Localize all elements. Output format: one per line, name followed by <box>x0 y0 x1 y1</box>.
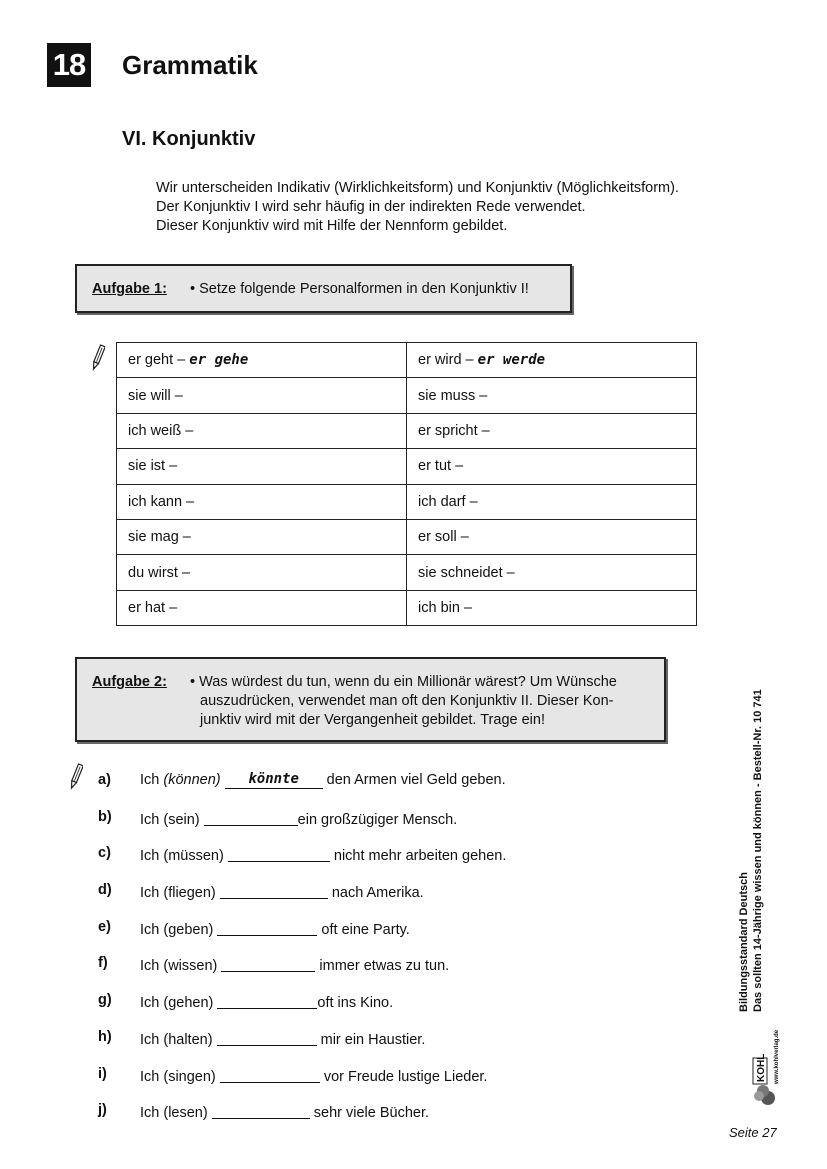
instruction-line: • Was würdest du tun, wenn du ein Millionär wärest? Um Wünsche <box>190 674 617 690</box>
answer-blank[interactable] <box>204 809 298 826</box>
item-suffix: mir ein Haustier. <box>320 1031 426 1048</box>
intro-line: Der Konjunktiv I wird sehr häufig in der indirekten Rede verwendet. <box>156 199 586 215</box>
list-item <box>98 770 658 807</box>
list-item <box>98 880 658 917</box>
item-prefix: Ich <box>140 1031 160 1048</box>
intro-line: Dieser Konjunktiv wird mit Hilfe der Nennform gebildet. <box>156 218 508 234</box>
item-suffix: vor Freude lustige Lieder. <box>323 1068 488 1085</box>
cell-prompt: sie will – <box>128 387 183 404</box>
item-verb: (fliegen) <box>163 885 216 902</box>
item-verb: (gehen) <box>163 995 214 1012</box>
item-letter: g) <box>98 992 112 1009</box>
task-1-label: Aufgabe 1: <box>92 281 167 297</box>
list-item <box>98 917 658 954</box>
item-letter: c) <box>98 845 111 862</box>
item-letter: h) <box>98 1028 112 1045</box>
item-letter: a) <box>98 772 111 788</box>
kohl-logo <box>738 1022 782 1108</box>
cell-prompt: ich kann – <box>128 493 195 510</box>
cell-prompt: er wird – <box>418 352 474 369</box>
item-letter: d) <box>98 882 112 899</box>
cell-prompt: ich darf – <box>418 493 478 510</box>
cell-prompt: er hat – <box>128 599 178 616</box>
cell-prompt: sie schneidet – <box>418 564 515 581</box>
answer-blank[interactable] <box>220 882 328 899</box>
konjunktiv-table <box>116 342 697 626</box>
item-prefix: Ich <box>140 1068 160 1085</box>
table-cell[interactable] <box>117 413 407 448</box>
table-cell[interactable] <box>407 519 697 554</box>
sidebar-line-1: Bildungsstandard Deutsch <box>738 872 750 1012</box>
table-row <box>117 590 697 625</box>
table-row <box>117 413 697 448</box>
logo-url: www.kohlverlag.de <box>774 1029 780 1084</box>
chapter-title: Grammatik <box>122 50 258 80</box>
item-verb: (können) <box>163 772 221 788</box>
cell-prompt: sie ist – <box>128 458 178 475</box>
item-prefix: Ich <box>140 958 160 975</box>
table-row <box>117 484 697 519</box>
list-item <box>98 990 658 1027</box>
sidebar-line-2: Das sollten 14-Jährige wissen und können - Bestell-Nr. 10 741 <box>752 689 764 1012</box>
cell-prompt: ich weiß – <box>128 422 194 439</box>
answer-blank[interactable] <box>228 845 330 862</box>
intro-text <box>156 179 679 236</box>
answer-blank[interactable] <box>217 919 317 936</box>
item-letter: i) <box>98 1065 107 1082</box>
table-cell[interactable] <box>117 590 407 625</box>
item-prefix: Ich <box>140 772 160 788</box>
item-letter: j) <box>98 1102 107 1119</box>
cell-prompt: sie muss – <box>418 387 488 404</box>
cell-prompt: du wirst – <box>128 564 191 581</box>
cell-prompt: er tut – <box>418 458 464 475</box>
task-2-instruction <box>190 673 655 730</box>
table-cell <box>407 343 697 378</box>
section-title: VI. Konjunktiv <box>122 128 256 150</box>
item-verb: (sein) <box>163 811 200 828</box>
task-2-box <box>75 657 666 742</box>
item-letter: e) <box>98 918 111 935</box>
table-cell[interactable] <box>117 555 407 590</box>
logo-text: KOHL <box>756 1053 767 1082</box>
answer-blank[interactable] <box>217 992 317 1009</box>
item-verb: (singen) <box>163 1068 216 1085</box>
item-prefix: Ich <box>140 811 160 828</box>
cell-prompt: er spricht – <box>418 422 490 439</box>
table-cell[interactable] <box>407 590 697 625</box>
item-suffix: nach Amerika. <box>331 885 424 902</box>
table-cell <box>117 343 407 378</box>
table-cell[interactable] <box>407 555 697 590</box>
item-suffix: oft ins Kino. <box>317 995 394 1012</box>
task-1-box <box>75 264 572 313</box>
cell-answer: er werde <box>477 352 546 369</box>
intro-line: Wir unterscheiden Indikativ (Wirklichkeitsform) und Konjunktiv (Möglichkeitsform). <box>156 180 679 196</box>
table-cell[interactable] <box>117 378 407 413</box>
table-cell[interactable] <box>117 484 407 519</box>
page-number: Seite 27 <box>729 1125 777 1140</box>
list-item <box>98 843 658 880</box>
table-cell[interactable] <box>407 484 697 519</box>
item-letter: b) <box>98 808 112 825</box>
item-suffix: oft eine Party. <box>321 921 410 938</box>
instruction-line: junktiv wird mit der Vergangenheit gebildet. Trage ein! <box>200 712 545 728</box>
pencil-icon <box>91 344 105 372</box>
list-item <box>98 1100 658 1137</box>
list-item <box>98 807 658 844</box>
item-verb: (lesen) <box>163 1105 208 1122</box>
table-row <box>117 555 697 590</box>
pencil-icon <box>69 763 83 791</box>
item-suffix: sehr viele Bücher. <box>313 1105 430 1122</box>
answer-blank[interactable] <box>225 772 323 789</box>
table-cell[interactable] <box>407 413 697 448</box>
table-cell[interactable] <box>407 378 697 413</box>
item-prefix: Ich <box>140 885 160 902</box>
task-2-label: Aufgabe 2: <box>92 674 167 690</box>
cell-prompt: sie mag – <box>128 529 191 546</box>
item-answer: könnte <box>248 771 299 787</box>
item-suffix: nicht mehr arbeiten gehen. <box>333 848 507 865</box>
cell-answer: er gehe <box>189 352 249 369</box>
task-1-instruction: • Setze folgende Personalformen in den Konjunktiv I! <box>190 281 529 297</box>
item-verb: (wissen) <box>163 958 218 975</box>
answer-blank[interactable] <box>217 1029 317 1046</box>
item-verb: (geben) <box>163 921 214 938</box>
table-row <box>117 343 697 378</box>
table-row <box>117 519 697 554</box>
item-suffix: ein großzügiger Mensch. <box>297 811 458 828</box>
item-prefix: Ich <box>140 995 160 1012</box>
cell-prompt: er geht – <box>128 352 186 369</box>
chapter-number: 18 <box>47 43 91 87</box>
item-verb: (müssen) <box>163 848 224 865</box>
table-cell[interactable] <box>117 519 407 554</box>
table-row <box>117 449 697 484</box>
answer-blank[interactable] <box>221 955 315 972</box>
item-prefix: Ich <box>140 848 160 865</box>
list-item <box>98 1064 658 1101</box>
item-prefix: Ich <box>140 1105 160 1122</box>
item-prefix: Ich <box>140 921 160 938</box>
cell-prompt: ich bin – <box>418 599 473 616</box>
table-row <box>117 378 697 413</box>
list-item <box>98 953 658 990</box>
sidebar-info <box>738 658 784 1108</box>
item-suffix: den Armen viel Geld geben. <box>326 772 506 788</box>
cell-prompt: er soll – <box>418 529 469 546</box>
exercise-list <box>98 770 658 1137</box>
item-suffix: immer etwas zu tun. <box>319 958 450 975</box>
list-item <box>98 1027 658 1064</box>
item-verb: (halten) <box>163 1031 213 1048</box>
item-letter: f) <box>98 955 108 972</box>
table-cell[interactable] <box>117 449 407 484</box>
answer-blank[interactable] <box>212 1102 310 1119</box>
answer-blank[interactable] <box>220 1066 320 1083</box>
instruction-line: auszudrücken, verwendet man oft den Konjunktiv II. Dieser Kon- <box>200 693 614 709</box>
table-cell[interactable] <box>407 449 697 484</box>
